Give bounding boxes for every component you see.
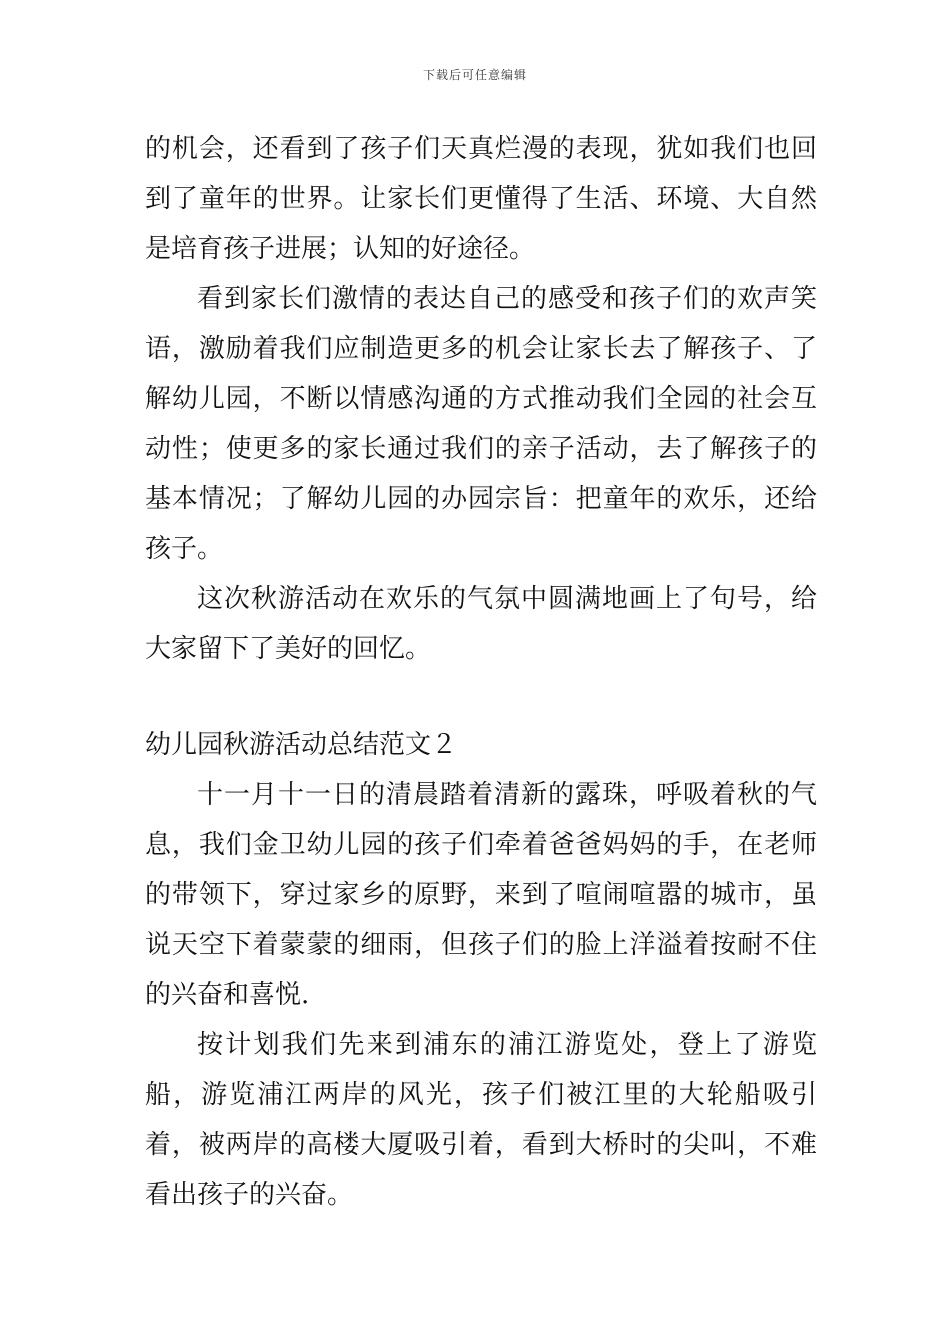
paragraph-continuation: 的机会，还看到了孩子们天真烂漫的表现，犹如我们也回到了童年的世界。让家长们更懂得了生活、环境、大自然是培育孩子进展；认知的好途径。 (145, 134, 817, 264)
page-header-note: 下载后可任意编辑 (422, 68, 527, 82)
document-body (145, 124, 817, 1220)
paragraph-river-cruise: 按计划我们先来到浦东的浦江游览处，登上了游览船，游览浦江两岸的风光，孩子们被江里的大轮船吸引着，被两岸的高楼大厦吸引着，看到大桥时的尖叫，不难看出孩子的兴奋。 (145, 1030, 817, 1210)
paragraph-november-morning: 十一月十一日的清晨踏着清新的露珠，呼吸着秋的气息，我们金卫幼儿园的孩子们牵着爸爸妈妈的手，在老师的带领下，穿过家乡的原野，来到了喧闹喧嚣的城市，虽说天空下着蒙蒙的细雨，但孩子们的脸上洋溢着按耐不住的兴奋和喜悦. (145, 780, 817, 1010)
paragraph-parents-feelings: 看到家长们激情的表达自己的感受和孩子们的欢声笑语，激励着我们应制造更多的机会让家长去了解孩子、了解幼儿园，不断以情感沟通的方式推动我们全园的社会互动性；使更多的家长通过我们的亲子活动，去了解孩子的基本情况；了解幼儿园的办园宗旨：把童年的欢乐，还给孩子。 (145, 284, 817, 564)
section-title: 幼儿园秋游活动总结范文２ (145, 730, 458, 760)
paragraph-outing-conclusion: 这次秋游活动在欢乐的气氛中圆满地画上了句号，给大家留下了美好的回忆。 (145, 584, 817, 664)
